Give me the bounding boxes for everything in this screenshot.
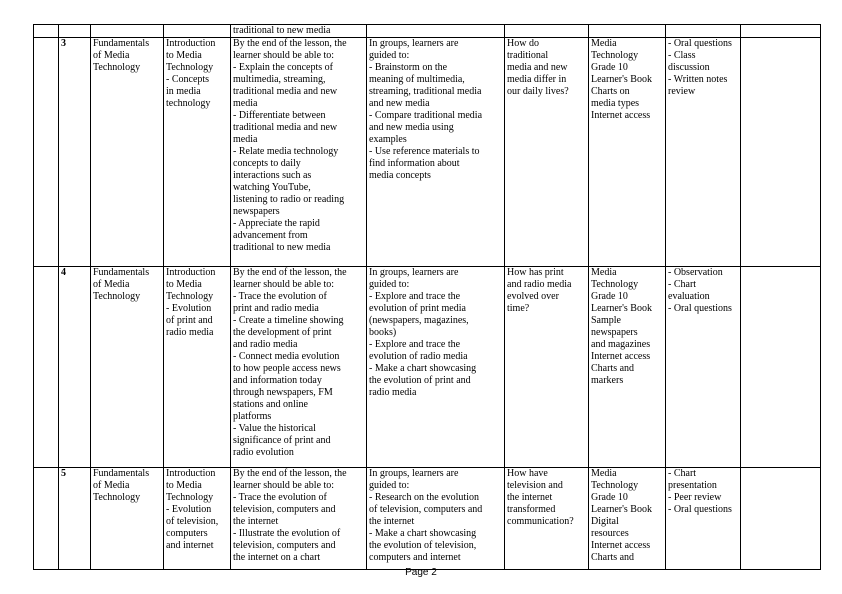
table-row: [34, 468, 821, 570]
remarks-cell: [741, 267, 821, 468]
assessment-cell: - Observation - Chart evaluation - Oral questions: [666, 267, 741, 468]
outcomes-cell: By the end of the lesson, the learner should be able to: - Trace the evolution of print and radio media - Create a timeline showing the development of print and radio media - Connect media evolution to how people access news and information today through newspapers, FM stations and online platforms - Value the historical significance of print and radio evolution: [231, 267, 367, 468]
week-cell: [34, 25, 59, 38]
strand-cell: Fundamentals of Media Technology: [91, 267, 164, 468]
page-footer: Page 2: [405, 567, 437, 578]
table-row: [34, 267, 821, 468]
week-cell: [34, 468, 59, 570]
outcomes-cell: By the end of the lesson, the learner should be able to: - Trace the evolution of television, computers and the internet - Illustrate the evolution of television, computers and the internet on a chart: [231, 468, 367, 570]
table-row: [34, 38, 821, 267]
assessment-cell: - Chart presentation - Peer review - Oral questions: [666, 468, 741, 570]
outcomes-cell: traditional to new media: [231, 25, 367, 38]
assessment-cell: - Oral questions - Class discussion - Written notes review: [666, 38, 741, 267]
scheme-of-work-table: [33, 24, 821, 570]
lesson-number: 4: [59, 267, 91, 468]
inquiry-cell: [505, 25, 589, 38]
inquiry-cell: How do traditional media and new media differ in our daily lives?: [505, 38, 589, 267]
sub-strand-cell: Introduction to Media Technology - Concepts in media technology: [164, 38, 231, 267]
resources-cell: Media Technology Grade 10 Learner's Book Charts on media types Internet access: [589, 38, 666, 267]
inquiry-cell: How has print and radio media evolved over time?: [505, 267, 589, 468]
remarks-cell: [741, 25, 821, 38]
assessment-cell: [666, 25, 741, 38]
outcomes-cell: By the end of the lesson, the learner should be able to: - Explain the concepts of multimedia, streaming, traditional media and new media - Differentiate between traditional media and new media - Relate media technology concepts to daily interactions such as watching YouTube, listening to radio or reading newspapers - Appreciate the rapid advancement from traditional to new media: [231, 38, 367, 267]
resources-cell: Media Technology Grade 10 Learner's Book Sample newspapers and magazines Internet access Charts and markers: [589, 267, 666, 468]
inquiry-cell: How have television and the internet transformed communication?: [505, 468, 589, 570]
experiences-cell: In groups, learners are guided to: - Explore and trace the evolution of print media (newspapers, magazines, books) - Explore and trace the evolution of radio media - Make a chart showcasing the evolution of print and radio media: [367, 267, 505, 468]
lesson-number: 3: [59, 38, 91, 267]
remarks-cell: [741, 468, 821, 570]
strand-cell: Fundamentals of Media Technology: [91, 468, 164, 570]
resources-cell: [589, 25, 666, 38]
experiences-cell: In groups, learners are guided to: - Research on the evolution of television, computers and the internet - Make a chart showcasing the evolution of television, computers and internet: [367, 468, 505, 570]
experiences-cell: In groups, learners are guided to: - Brainstorm on the meaning of multimedia, streaming, traditional media and new media - Compare traditional media and new media using examples - Use reference materials to find information about media concepts: [367, 38, 505, 267]
strand-cell: Fundamentals of Media Technology: [91, 38, 164, 267]
lesson-cell: [59, 25, 91, 38]
sub-strand-cell: [164, 25, 231, 38]
resources-cell: Media Technology Grade 10 Learner's Book Digital resources Internet access Charts and: [589, 468, 666, 570]
week-cell: [34, 38, 59, 267]
lesson-number: 5: [59, 468, 91, 570]
week-cell: [34, 267, 59, 468]
strand-cell: [91, 25, 164, 38]
remarks-cell: [741, 38, 821, 267]
sub-strand-cell: Introduction to Media Technology - Evolution of television, computers and internet: [164, 468, 231, 570]
continuation-row: [34, 25, 821, 38]
experiences-cell: [367, 25, 505, 38]
sub-strand-cell: Introduction to Media Technology - Evolution of print and radio media: [164, 267, 231, 468]
